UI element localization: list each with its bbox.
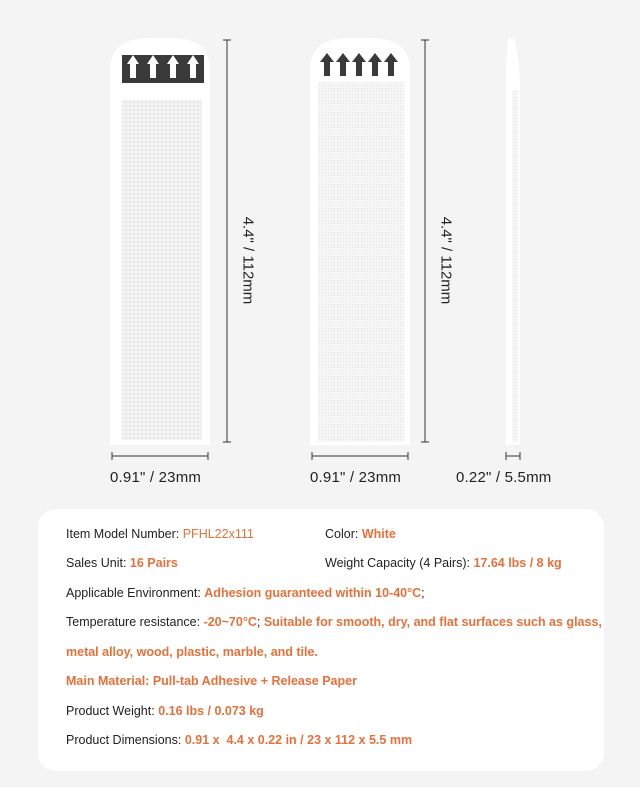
thickness-label: 0.22" / 5.5mm: [456, 469, 552, 486]
spec-model: Item Model Number: PFHL22x111: [66, 527, 254, 541]
spec-color: Color: White: [325, 527, 396, 541]
strip-hook: [110, 38, 210, 445]
height-line-1: [223, 40, 231, 442]
spec-sales-unit: Sales Unit: 16 Pairs: [66, 556, 178, 570]
thickness-line: [506, 452, 520, 460]
width-line-1: [112, 452, 208, 460]
spec-card: [38, 509, 604, 771]
strip1-width-label: 0.91" / 23mm: [110, 469, 202, 486]
spec-environment: Applicable Environment: Adhesion guaranteed within 10-40°C;: [66, 586, 425, 600]
strip1-height-label: 4.4" / 112mm: [239, 216, 257, 305]
spec-product-dimensions: Product Dimensions: 0.91 x 4.4 x 0.22 in / 23 x 112 x 5.5 mm: [66, 733, 413, 747]
width-line-2: [312, 452, 408, 460]
strip-loop: [310, 38, 410, 445]
spec-weight-capacity: Weight Capacity (4 Pairs): 17.64 lbs / 8 kg: [325, 556, 562, 570]
spec-product-weight: Product Weight: 0.16 lbs / 0.073 kg: [66, 704, 264, 718]
strip2-width-label: 0.91" / 23mm: [310, 469, 402, 486]
strip-side-view: [506, 38, 520, 445]
pull-tab-arrows-icon: [122, 55, 204, 83]
spec-temperature: Temperature resistance: -20~70°C; Suitable for smooth, dry, and flat surfaces such as glass,: [66, 615, 602, 629]
spec-temperature-cont: metal alloy, wood, plastic, marble, and tile.: [66, 645, 318, 659]
strip2-height-label: 4.4" / 112mm: [437, 216, 455, 305]
height-line-2: [421, 40, 429, 442]
spec-material: Main Material: Pull-tab Adhesive + Release Paper: [66, 674, 357, 688]
